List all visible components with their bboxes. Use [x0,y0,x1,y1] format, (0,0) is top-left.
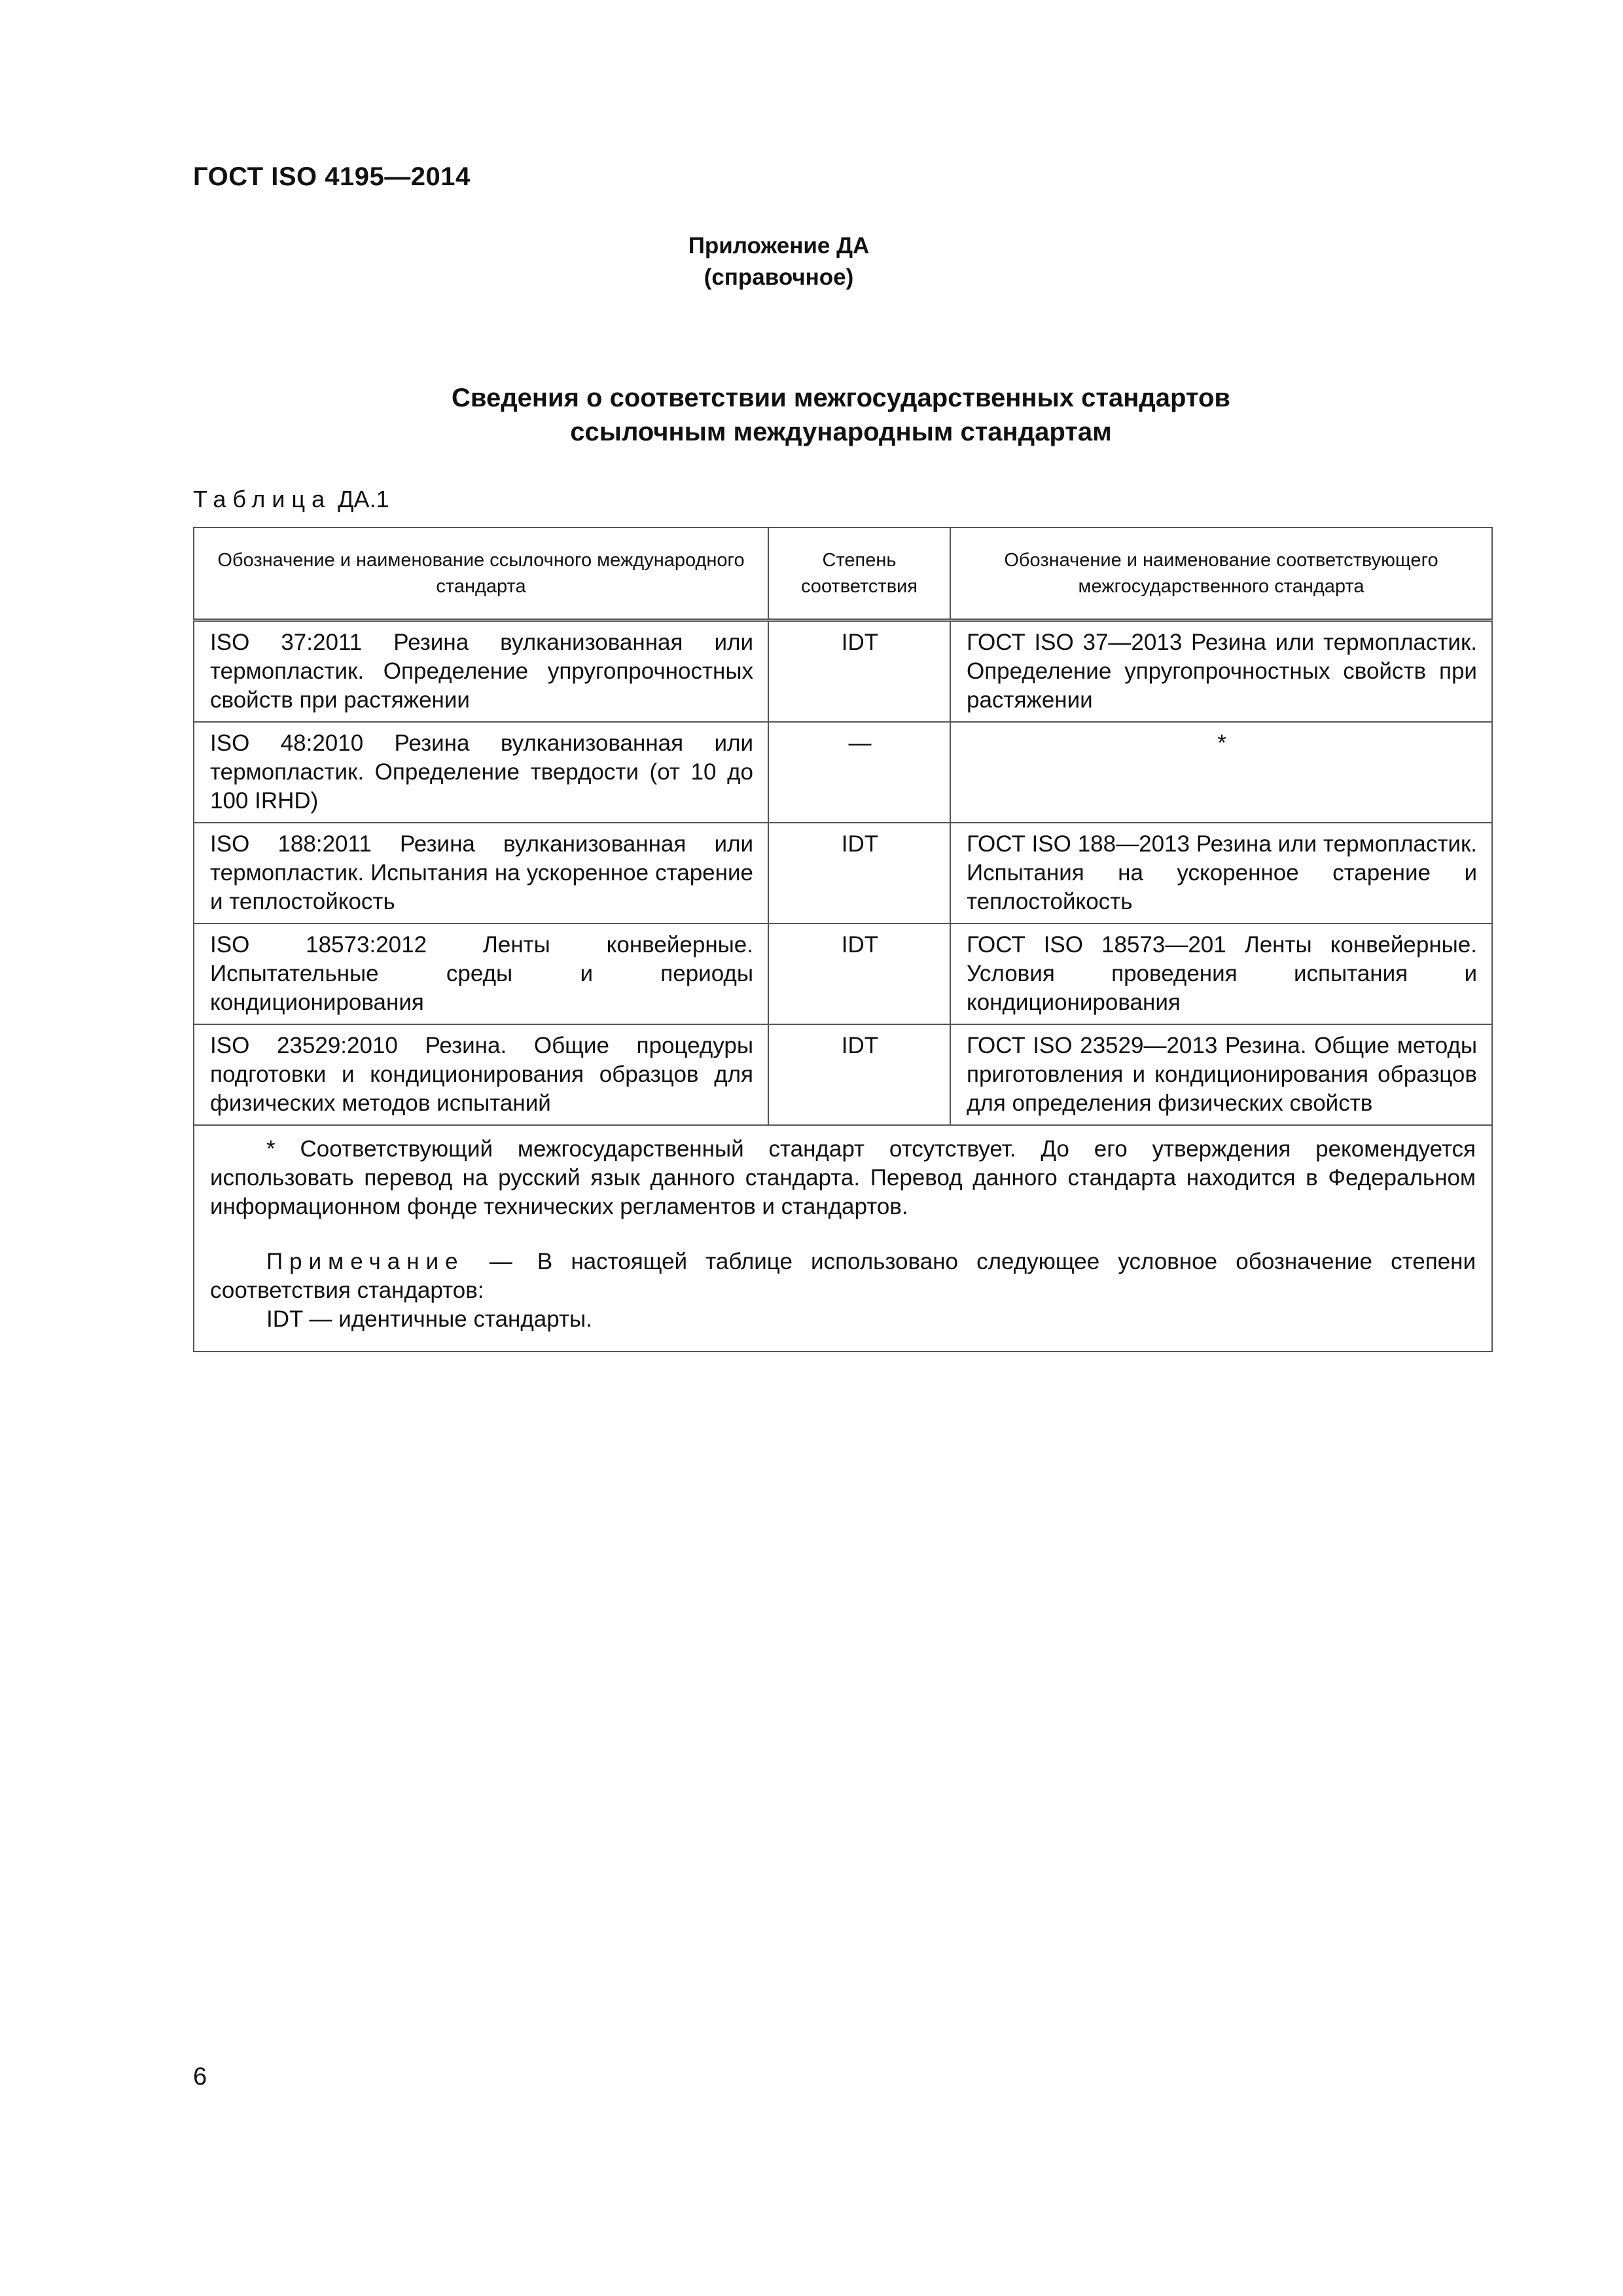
cell-interstate-standard: ГОСТ ISO 23529—2013 Резина. Общие методы приготовления и кондиционирования образцов для определения физических свойств [950,1024,1492,1125]
cell-degree: IDT [768,924,950,1024]
note-label: Примечание — [266,1249,519,1274]
table-row [194,722,1492,823]
table-row [194,1024,1492,1125]
section-title-line-1: Сведения о соответствии межгосударственных стандартов [452,384,1230,412]
table-header-row [194,528,1492,620]
header-degree-of-correspondence: Степень соответствия [768,528,950,620]
note-idt-definition: IDT — идентичные стандарты. [266,1306,592,1332]
table-caption-word: Таблица [193,486,332,512]
header-interstate-standard: Обозначение и наименование соответствующего межгосударственного стандарта [950,528,1492,620]
document-code: ГОСТ ISO 4195—2014 [193,162,471,191]
correspondence-table [193,527,1493,1352]
appendix-title: Приложение ДА [688,233,870,259]
table-row [194,924,1492,1024]
note-text: В настоящей таблице использовано следующее условное обозначение степени соответствия стандартов: [210,1249,1476,1303]
section-title [262,381,1420,449]
header-international-standard: Обозначение и наименование ссылочного международного стандарта [194,528,768,620]
cell-degree: — [768,722,950,823]
cell-degree: IDT [768,620,950,723]
table-row [194,620,1492,723]
cell-interstate-standard: ГОСТ ISO 18573—201 Ленты конвейерные. Условия проведения испытания и кондиционирования [950,924,1492,1024]
table-footnote: * Соответствующий межгосударственный стандарт отсутствует. До его утверждения рекомендуется использовать перевод на русский язык данного стандарта. Перевод данного стандарта находится в Федеральном информационном фонде технических регламентов и стандартов. [210,1136,1476,1219]
cell-international-standard: ISO 18573:2012 Ленты конвейерные. Испытательные среды и периоды кондиционирования [194,924,768,1024]
cell-international-standard: ISO 23529:2010 Резина. Общие процедуры подготовки и кондиционирования образцов для физических методов испытаний [194,1024,768,1125]
cell-degree: IDT [768,1024,950,1125]
cell-interstate-standard: ГОСТ ISO 37—2013 Резина или термопластик. Определение упругопрочностных свойств при растяжении [950,620,1492,723]
cell-interstate-standard: * [950,722,1492,823]
page-number: 6 [193,2063,207,2090]
cell-international-standard: ISO 37:2011 Резина вулканизованная или термопластик. Определение упругопрочностных свойств при растяжении [194,620,768,723]
appendix-subtitle: (справочное) [704,264,854,290]
table-footnote-cell [194,1125,1492,1352]
table-footer-row [194,1125,1492,1352]
cell-international-standard: ISO 188:2011 Резина вулканизованная или термопластик. Испытания на ускоренное старение и теплостойкость [194,823,768,924]
cell-interstate-standard: ГОСТ ISO 188—2013 Резина или термопластик. Испытания на ускоренное старение и теплостойкость [950,823,1492,924]
table-note [210,1247,1476,1305]
section-title-line-2: ссылочным международным стандартам [570,418,1112,446]
table-row [194,823,1492,924]
cell-international-standard: ISO 48:2010 Резина вулканизованная или термопластик. Определение твердости (от 10 до 100 IRHD) [194,722,768,823]
appendix-heading [654,230,903,293]
table-caption [193,486,389,513]
table-caption-number: ДА.1 [338,486,389,512]
cell-degree: IDT [768,823,950,924]
